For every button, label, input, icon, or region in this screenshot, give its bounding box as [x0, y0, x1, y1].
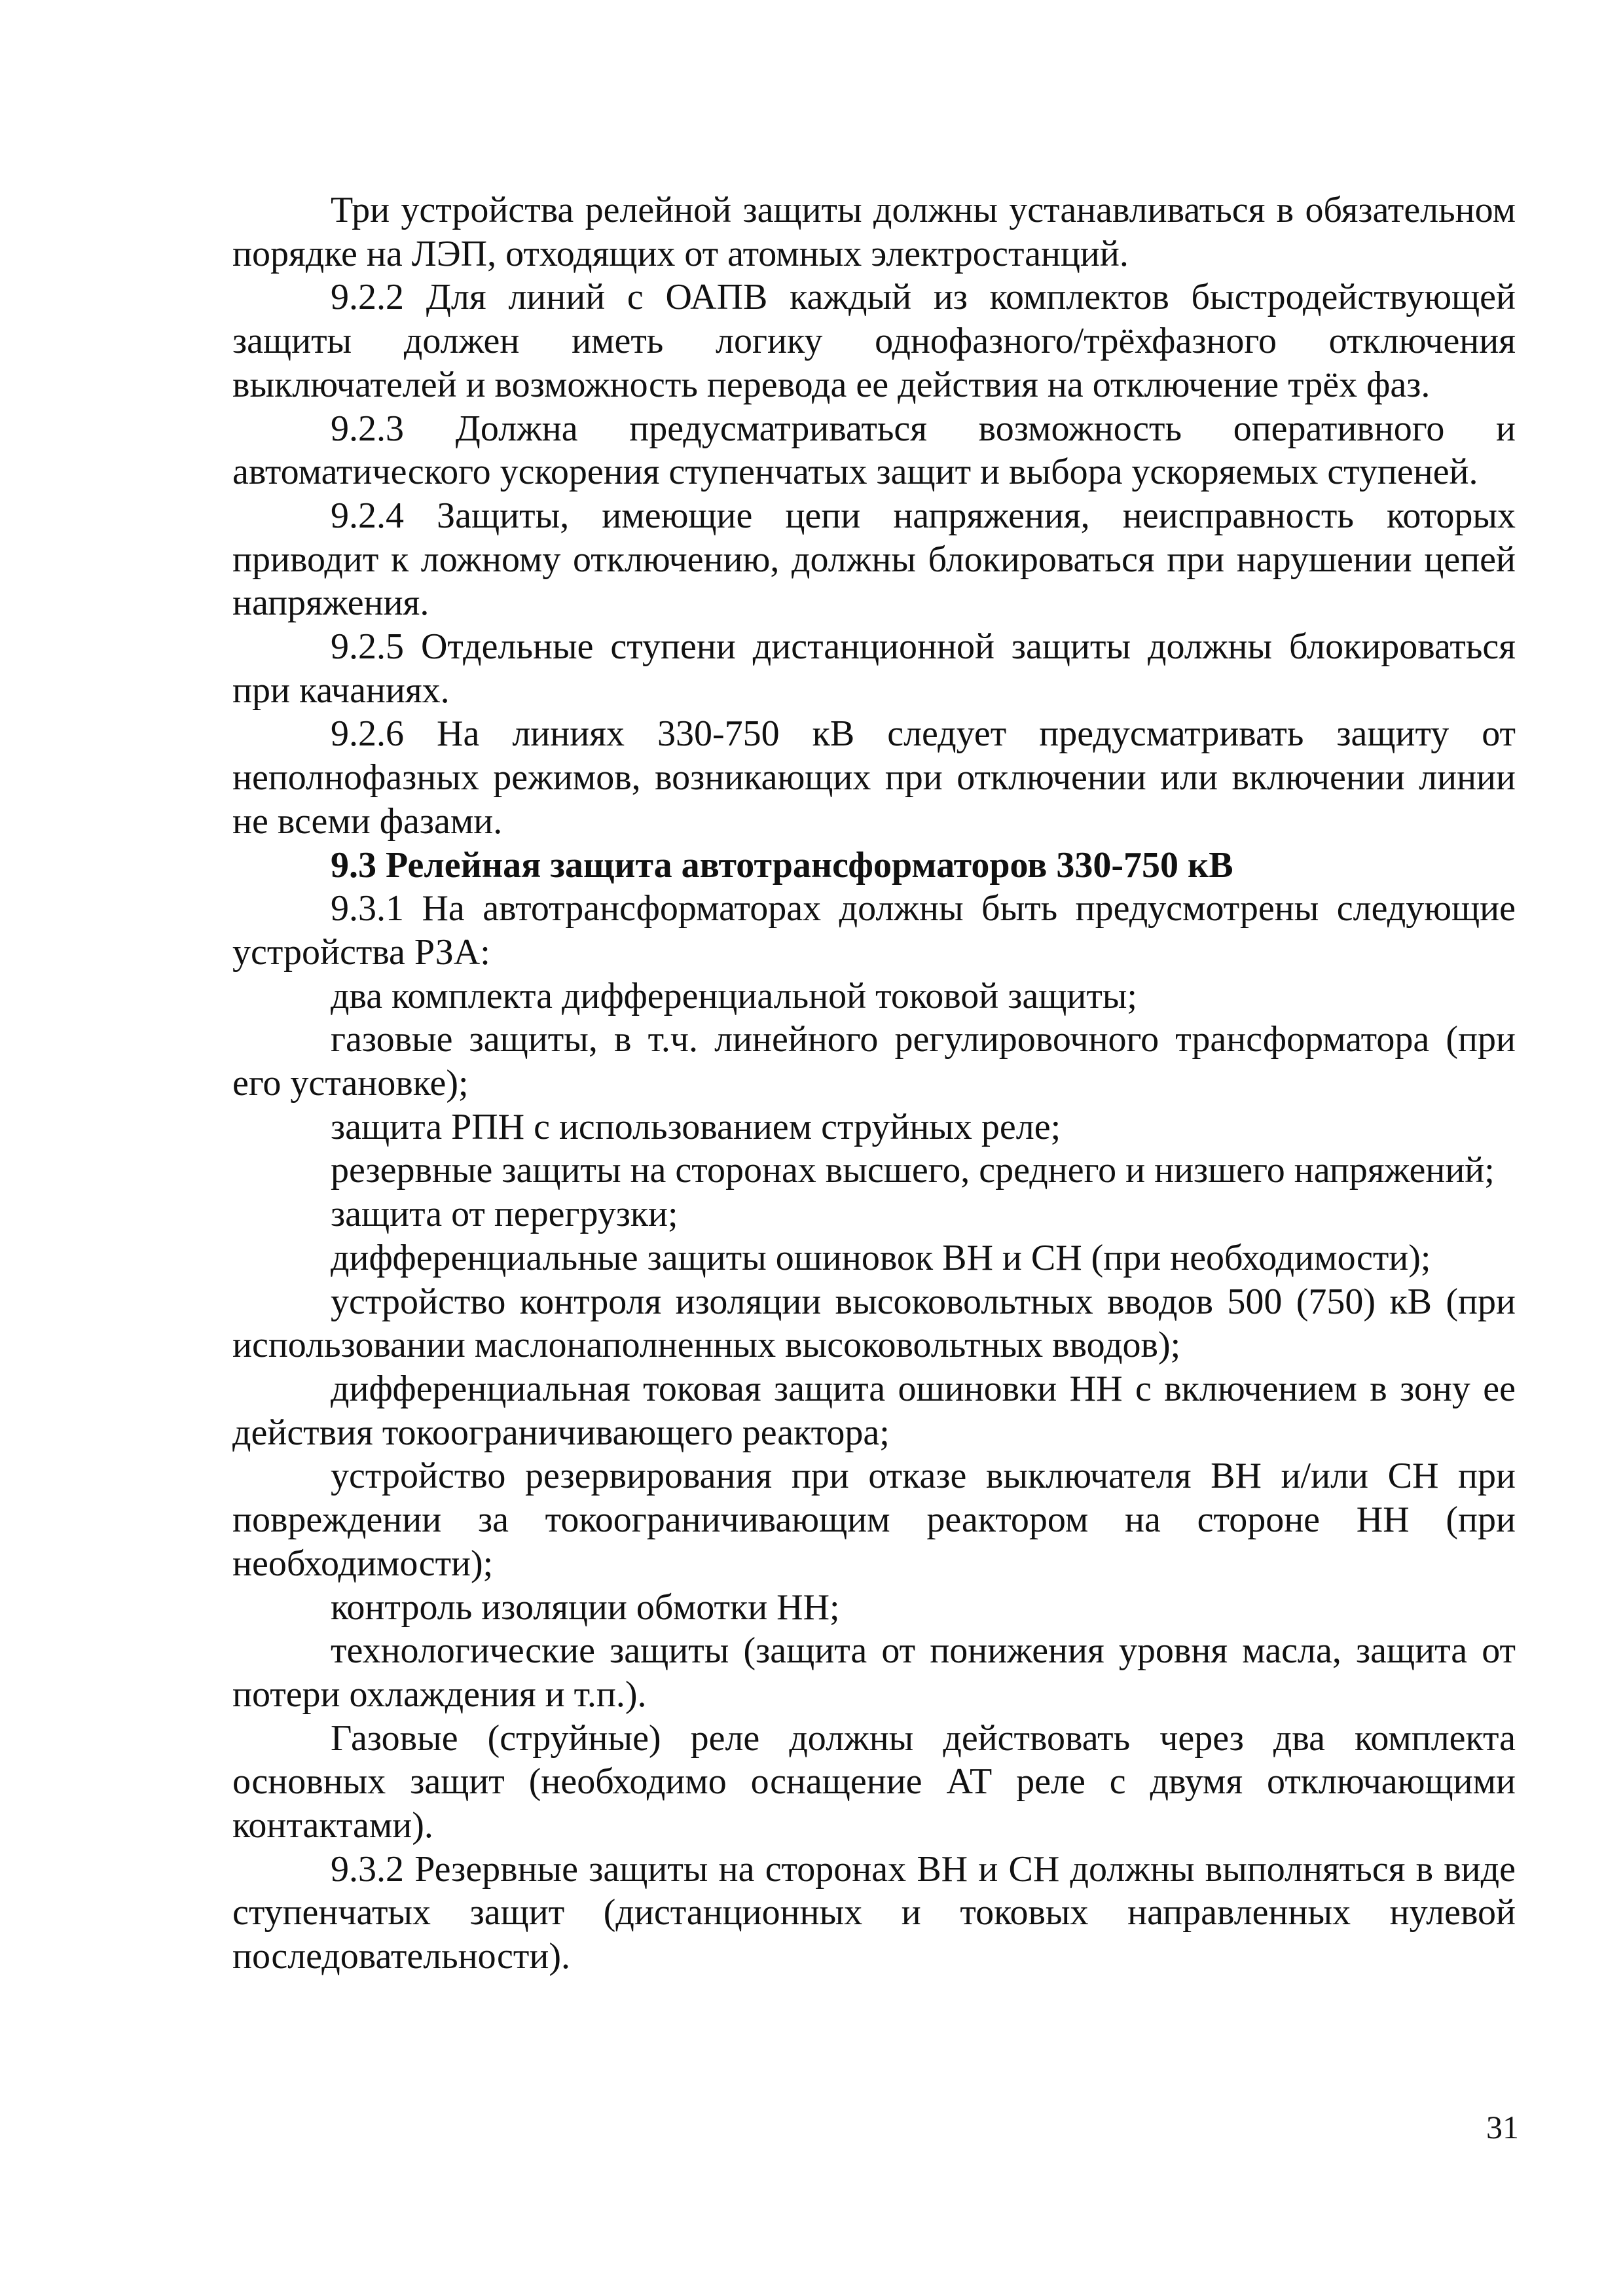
paragraph: 9.2.6 На линиях 330-750 кВ следует предусматривать защиту от неполнофазных режимов, возникающих при отключении или включении линии не всеми фазами.	[232, 713, 1516, 842]
paragraph: 9.2.2 Для линий с ОАПВ каждый из комплектов быстродействующей защиты должен иметь логику однофазного/трёхфазного отключения выключателей и возможность перевода ее действия на отключение трёх фаз.	[232, 277, 1516, 405]
paragraph: 9.3.2 Резервные защиты на сторонах ВН и СН должны выполняться в виде ступенчатых защит (дистанционных и токовых направленных нулевой последовательности).	[232, 1848, 1516, 1977]
paragraph: 9.2.5 Отдельные ступени дистанционной защиты должны блокироваться при качаниях.	[232, 626, 1516, 711]
paragraph: 9.3.1 На автотрансформаторах должны быть предусмотрены следующие устройства РЗА:	[232, 888, 1516, 973]
paragraph: Газовые (струйные) реле должны действовать через два комплекта основных защит (необходимо оснащение АТ реле с двумя отключающими контактами).	[232, 1717, 1516, 1846]
list-item: дифференциальные защиты ошиновок ВН и СН (при необходимости);	[331, 1237, 1431, 1278]
paragraph: 9.2.4 Защиты, имеющие цепи напряжения, неисправность которых приводит к ложному отключению, должны блокироваться при нарушении цепей напряжения.	[232, 495, 1516, 624]
list-item: контроль изоляции обмотки НН;	[331, 1587, 840, 1628]
paragraph: 9.2.3 Должна предусматриваться возможность оперативного и автоматического ускорения ступенчатых защит и выбора ускоряемых ступеней.	[232, 408, 1516, 493]
list-item: резервные защиты на сторонах высшего, среднего и низшего напряжений;	[331, 1150, 1495, 1191]
list-item: защита от перегрузки;	[331, 1194, 678, 1235]
list-item: газовые защиты, в т.ч. линейного регулировочного трансформатора (при его установке);	[232, 1019, 1516, 1104]
page-body	[232, 188, 1516, 1979]
page-number: 31	[1486, 2109, 1519, 2145]
list-item: защита РПН с использованием струйных реле;	[331, 1106, 1061, 1147]
list-item: два комплекта дифференциальной токовой защиты;	[331, 975, 1137, 1016]
list-item: устройство контроля изоляции высоковольтных вводов 500 (750) кВ (при использовании маслонаполненных высоковольтных вводов);	[232, 1281, 1516, 1366]
paragraph: Три устройства релейной защиты должны устанавливаться в обязательном порядке на ЛЭП, отходящих от атомных электростанций.	[232, 190, 1516, 274]
section-heading: 9.3 Релейная защита автотрансформаторов 330-750 кВ	[331, 844, 1233, 886]
list-item: технологические защиты (защита от понижения уровня масла, защита от потери охлаждения и т.п.).	[232, 1630, 1516, 1715]
list-item: дифференциальная токовая защита ошиновки НН с включением в зону ее действия токоограничивающего реактора;	[232, 1368, 1516, 1453]
list-item: устройство резервирования при отказе выключателя ВН и/или СН при повреждении за токоограничивающим реактором на стороне НН (при необходимости);	[232, 1456, 1516, 1584]
